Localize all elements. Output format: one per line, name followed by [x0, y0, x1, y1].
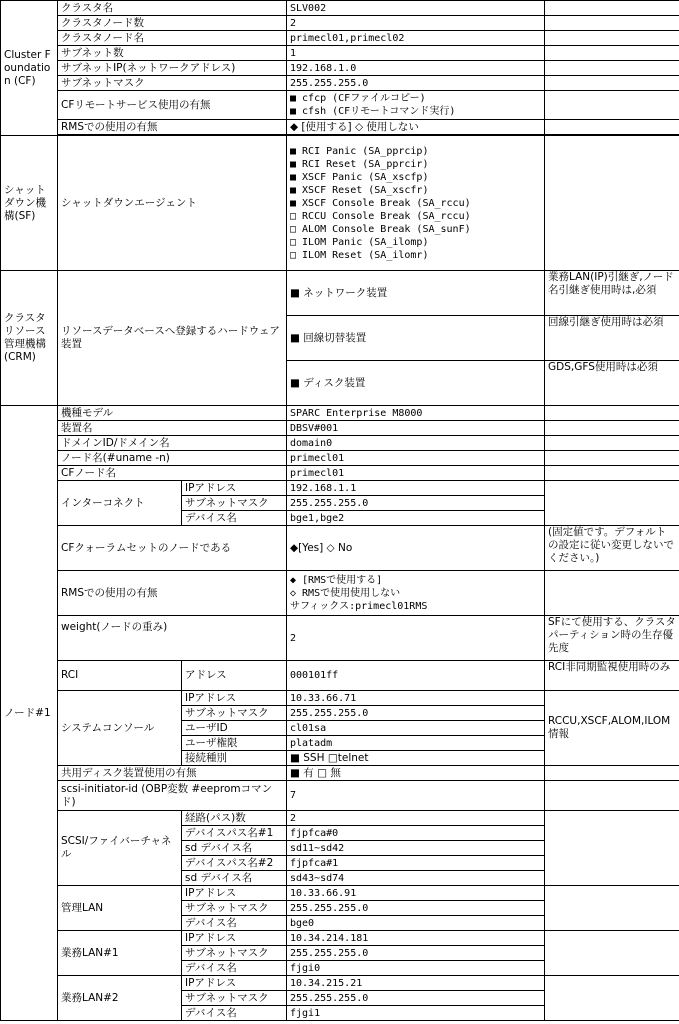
note-cell	[545, 136, 679, 271]
con-ip-label: IPアドレス	[182, 691, 287, 706]
rci-note: RCI非同期監視使用時のみ	[545, 661, 679, 691]
cf-rms-value: ◆ [使用する] ◇ 使用しない	[287, 120, 545, 135]
quorum-label: CFクォーラムセットのノードである	[58, 526, 287, 571]
cf-node-label: CFノード名	[58, 466, 287, 481]
note-cell	[545, 46, 679, 61]
remote-service-value	[287, 91, 545, 120]
fc-sd2-value: sd43~sd74	[287, 871, 545, 886]
con-type-label: 接続種別	[182, 751, 287, 766]
uname-label: ノード名(#uname -n)	[58, 451, 287, 466]
con-user-value: cl01sa	[287, 721, 545, 736]
shared-disk-label: 共用ディスク装置使用の有無	[58, 766, 287, 781]
lan1-ip-value: 10.34.214.181	[287, 931, 545, 946]
node-count-label: クラスタノード数	[58, 16, 287, 31]
crm-line-switch-note: 回線引継ぎ使用時は必須	[545, 316, 679, 361]
scsi-id-label: scsi-initiator-id (OBP変数 #eepromコマンド)	[58, 781, 287, 811]
mgmt-ip-label: IPアドレス	[182, 886, 287, 901]
rci-address-value: 000101ff	[287, 661, 545, 691]
shutdown-agent-label: シャットダウンエージェント	[58, 136, 287, 271]
note-cell	[545, 886, 679, 931]
rms-use: ◆ [RMSで使用する]	[290, 574, 383, 586]
crm-resource-label: リソースデータベースへ登録するハードウェア装置	[58, 271, 287, 406]
ic-device-value: bge1,bge2	[287, 511, 545, 526]
fc-dev2-value: fjpfca#1	[287, 856, 545, 871]
fc-dev1-value: fjpfca#0	[287, 826, 545, 841]
note-cell	[545, 436, 679, 451]
ic-ip-label: IPアドレス	[182, 481, 287, 496]
agent-item: ■ RCI Reset (SA_pprcir)	[290, 158, 429, 170]
ic-ip-value: 192.168.1.1	[287, 481, 545, 496]
note-cell	[545, 406, 679, 421]
lan2-ip-label: IPアドレス	[182, 976, 287, 991]
note-cell	[545, 931, 679, 976]
subnet-count-value: 1	[287, 46, 545, 61]
uname-value: primecl01	[287, 451, 545, 466]
mgmt-dev-label: デバイス名	[182, 916, 287, 931]
node-rms-label: RMSでの使用の有無	[58, 571, 287, 616]
section-sf: シャットダウン機構(SF)	[1, 136, 58, 271]
mgmt-dev-value: bge0	[287, 916, 545, 931]
mgmt-ip-value: 10.33.66.91	[287, 886, 545, 901]
remote-cfsh: ■ cfsh (CFリモートコマンド実行)	[290, 106, 456, 117]
lan2-mask-label: サブネットマスク	[182, 991, 287, 1006]
domain-value: domain0	[287, 436, 545, 451]
node-names-label: クラスタノード名	[58, 31, 287, 46]
agent-item: ■ XSCF Panic (SA_xscfp)	[290, 171, 429, 183]
lan2-dev-label: デバイス名	[182, 1006, 287, 1021]
cluster-name-value: SLV002	[287, 1, 545, 16]
con-mask-value: 255.255.255.0	[287, 706, 545, 721]
ic-device-label: デバイス名	[182, 511, 287, 526]
crm-line-switch-device: ■ 回線切替装置	[287, 316, 545, 361]
lan1-mask-value: 255.255.255.0	[287, 946, 545, 961]
device-name-value: DBSV#001	[287, 421, 545, 436]
lan1-mask-label: サブネットマスク	[182, 946, 287, 961]
shutdown-agent-list	[287, 136, 545, 271]
rms-not-use: ◇ RMSで使用使用しない	[290, 587, 401, 599]
interconnect-label: インターコネクト	[58, 481, 182, 526]
fc-dev2-label: デバイスパス名#2	[182, 856, 287, 871]
model-label: 機種モデル	[58, 406, 287, 421]
note-cell	[545, 781, 679, 811]
rms-suffix: サフィックス:primecl01RMS	[290, 600, 428, 612]
agent-item: ■ XSCF Console Break (SA_rccu)	[290, 197, 471, 209]
model-value: SPARC Enterprise M8000	[287, 406, 545, 421]
section-node: ノード#1	[1, 406, 58, 1021]
ic-mask-value: 255.255.255.0	[287, 496, 545, 511]
note-cell	[545, 1, 679, 16]
con-mask-label: サブネットマスク	[182, 706, 287, 721]
subnet-ip-value: 192.168.1.0	[287, 61, 545, 76]
weight-value: 2	[287, 616, 545, 661]
agent-item: □ RCCU Console Break (SA_rccu)	[290, 210, 471, 222]
con-priv-label: ユーザ権限	[182, 736, 287, 751]
fc-sd1-label: sd デバイス名	[182, 841, 287, 856]
lan1-dev-value: fjgi0	[287, 961, 545, 976]
cf-node-value: primecl01	[287, 466, 545, 481]
note-cell	[545, 31, 679, 46]
ic-mask-label: サブネットマスク	[182, 496, 287, 511]
con-type-value: ■ SSH □telnet	[287, 751, 545, 766]
lan2-label: 業務LAN#2	[58, 976, 182, 1021]
quorum-note: (固定値です。デフォルトの設定に従い変更しないでください。)	[545, 526, 679, 571]
section-cf: Cluster Foundation (CF)	[1, 1, 58, 136]
lan1-label: 業務LAN#1	[58, 931, 182, 976]
crm-network-device: ■ ネットワーク装置	[287, 271, 545, 316]
mgmt-lan-label: 管理LAN	[58, 886, 182, 931]
mgmt-mask-label: サブネットマスク	[182, 901, 287, 916]
agent-item: ■ RCI Panic (SA_pprcip)	[290, 145, 429, 157]
note-cell	[545, 466, 679, 481]
crm-disk-note: GDS,GFS使用時は必須	[545, 361, 679, 406]
note-cell	[545, 481, 679, 526]
remote-cfcp: ■ cfcp (CFファイルコピー)	[290, 93, 426, 104]
agent-item: □ ALOM Console Break (SA_sunF)	[290, 223, 471, 235]
cf-rms-label: RMSでの使用の有無	[58, 120, 287, 135]
agent-item: □ ILOM Reset (SA_ilomr)	[290, 249, 429, 261]
scsi-id-value: 7	[287, 781, 545, 811]
rci-address-label: アドレス	[182, 661, 287, 691]
note-cell	[545, 61, 679, 76]
agent-item: □ ILOM Panic (SA_ilomp)	[290, 236, 429, 248]
subnet-count-label: サブネット数	[58, 46, 287, 61]
domain-label: ドメインID/ドメイン名	[58, 436, 287, 451]
fc-sd1-value: sd11~sd42	[287, 841, 545, 856]
node-names-value: primecl01,primecl02	[287, 31, 545, 46]
crm-disk-device: ■ ディスク装置	[287, 361, 545, 406]
subnet-mask-label: サブネットマスク	[58, 76, 287, 91]
mgmt-mask-value: 255.255.255.0	[287, 901, 545, 916]
node-count-value: 2	[287, 16, 545, 31]
rci-label: RCI	[58, 661, 182, 691]
con-user-label: ユーザID	[182, 721, 287, 736]
con-ip-value: 10.33.66.71	[287, 691, 545, 706]
fc-path-label: 経路(パス)数	[182, 811, 287, 826]
note-cell	[545, 976, 679, 1021]
lan2-dev-value: fjgi1	[287, 1006, 545, 1021]
note-cell	[545, 766, 679, 781]
lan2-mask-value: 255.255.255.0	[287, 991, 545, 1006]
section-crm: クラスタリソース管理機構(CRM)	[1, 271, 58, 406]
remote-service-label: CFリモートサービス使用の有無	[58, 91, 287, 120]
note-cell	[545, 811, 679, 886]
lan1-dev-label: デバイス名	[182, 961, 287, 976]
lan1-ip-label: IPアドレス	[182, 931, 287, 946]
fc-path-value: 2	[287, 811, 545, 826]
note-cell	[545, 91, 679, 120]
note-cell	[545, 421, 679, 436]
weight-note: SFにて使用する、クラスタパーティション時の生存優先度	[545, 616, 679, 661]
fc-label: SCSI/ファイバーチャネル	[58, 811, 182, 886]
note-cell	[545, 571, 679, 616]
device-name-label: 装置名	[58, 421, 287, 436]
console-note: RCCU,XSCF,ALOM,ILOM情報	[545, 691, 679, 766]
note-cell	[545, 120, 679, 135]
weight-label: weight(ノードの重み)	[58, 616, 287, 661]
node-rms-value	[287, 571, 545, 616]
console-label: システムコンソール	[58, 691, 182, 766]
lan2-ip-value: 10.34.215.21	[287, 976, 545, 991]
fc-dev1-label: デバイスパス名#1	[182, 826, 287, 841]
agent-item: ■ XSCF Reset (SA_xscfr)	[290, 184, 429, 196]
note-cell	[545, 451, 679, 466]
crm-network-note: 業務LAN(IP)引継ぎ,ノード名引継ぎ使用時は,必須	[545, 271, 679, 316]
note-cell	[545, 76, 679, 91]
subnet-ip-label: サブネットIP(ネットワークアドレス)	[58, 61, 287, 76]
fc-sd2-label: sd デバイス名	[182, 871, 287, 886]
note-cell	[545, 16, 679, 31]
shared-disk-value: ■ 有 □ 無	[287, 766, 545, 781]
con-priv-value: platadm	[287, 736, 545, 751]
cluster-name-label: クラスタ名	[58, 1, 287, 16]
quorum-value: ◆[Yes] ◇ No	[287, 526, 545, 571]
subnet-mask-value: 255.255.255.0	[287, 76, 545, 91]
